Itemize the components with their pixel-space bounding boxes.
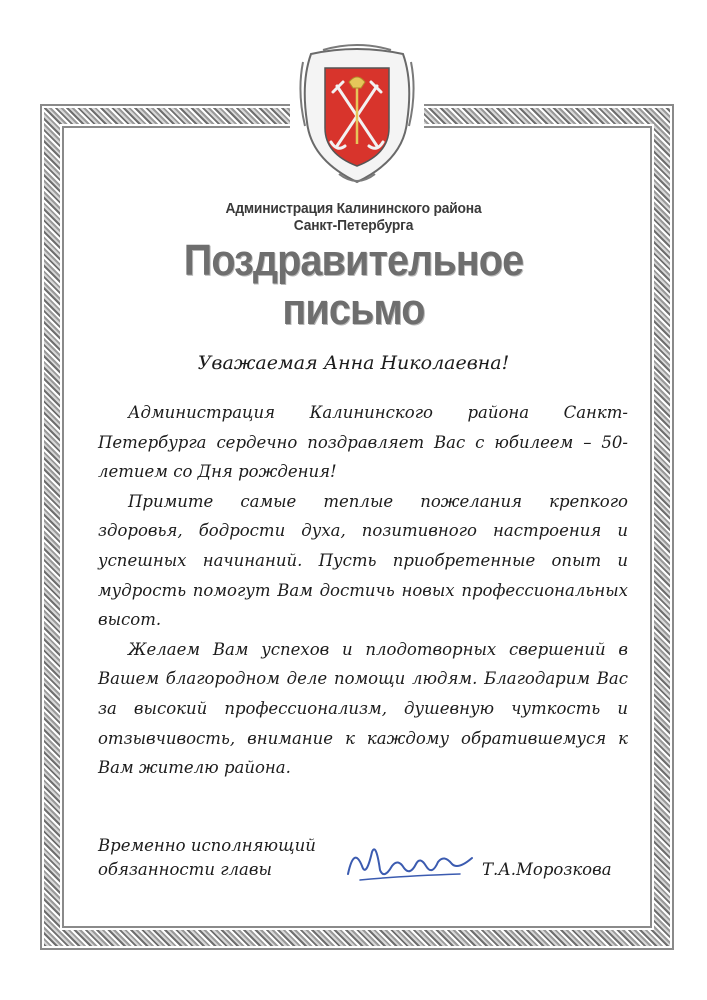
paragraph: Примите самые теплые пожелания крепкого здоровья, бодрости духа, позитивного настроения и успешных начинаний. Пусть приобретенные опыт и мудрость помогут Вам достичь новых профессиональных высот. (98, 491, 628, 630)
paragraph: Администрация Калининского района Санкт-Петербурга сердечно поздравляет Вас с юбилеем – 50-летием со Дня рождения! (98, 403, 628, 482)
signer-name: Т.А.Морозкова (482, 860, 612, 879)
document-title-line-1: Поздравительное (183, 236, 524, 285)
paragraph: Желаем Вам успехов и плодотворных свершений в Вашем благородном деле помощи людям. Благодарим Вас за высокий профессионализм, душевную чуткость и отзывчивость, внимание к каждому обратившемуся к Вам жителю района. (98, 639, 628, 778)
signer-role-line-1: Временно исполняющий (98, 836, 316, 855)
coat-of-arms-icon (295, 42, 419, 192)
salutation: Уважаемая Анна Николаевна! (197, 352, 510, 374)
organization-name: Администрация Калининского района (225, 200, 482, 217)
handwritten-signature (340, 836, 480, 890)
letter-body (98, 398, 628, 783)
document-title-line-2: письмо (282, 285, 425, 334)
organization-city: Санкт-Петербурга (293, 217, 414, 234)
signer-role-line-2: обязанности главы (98, 860, 272, 879)
